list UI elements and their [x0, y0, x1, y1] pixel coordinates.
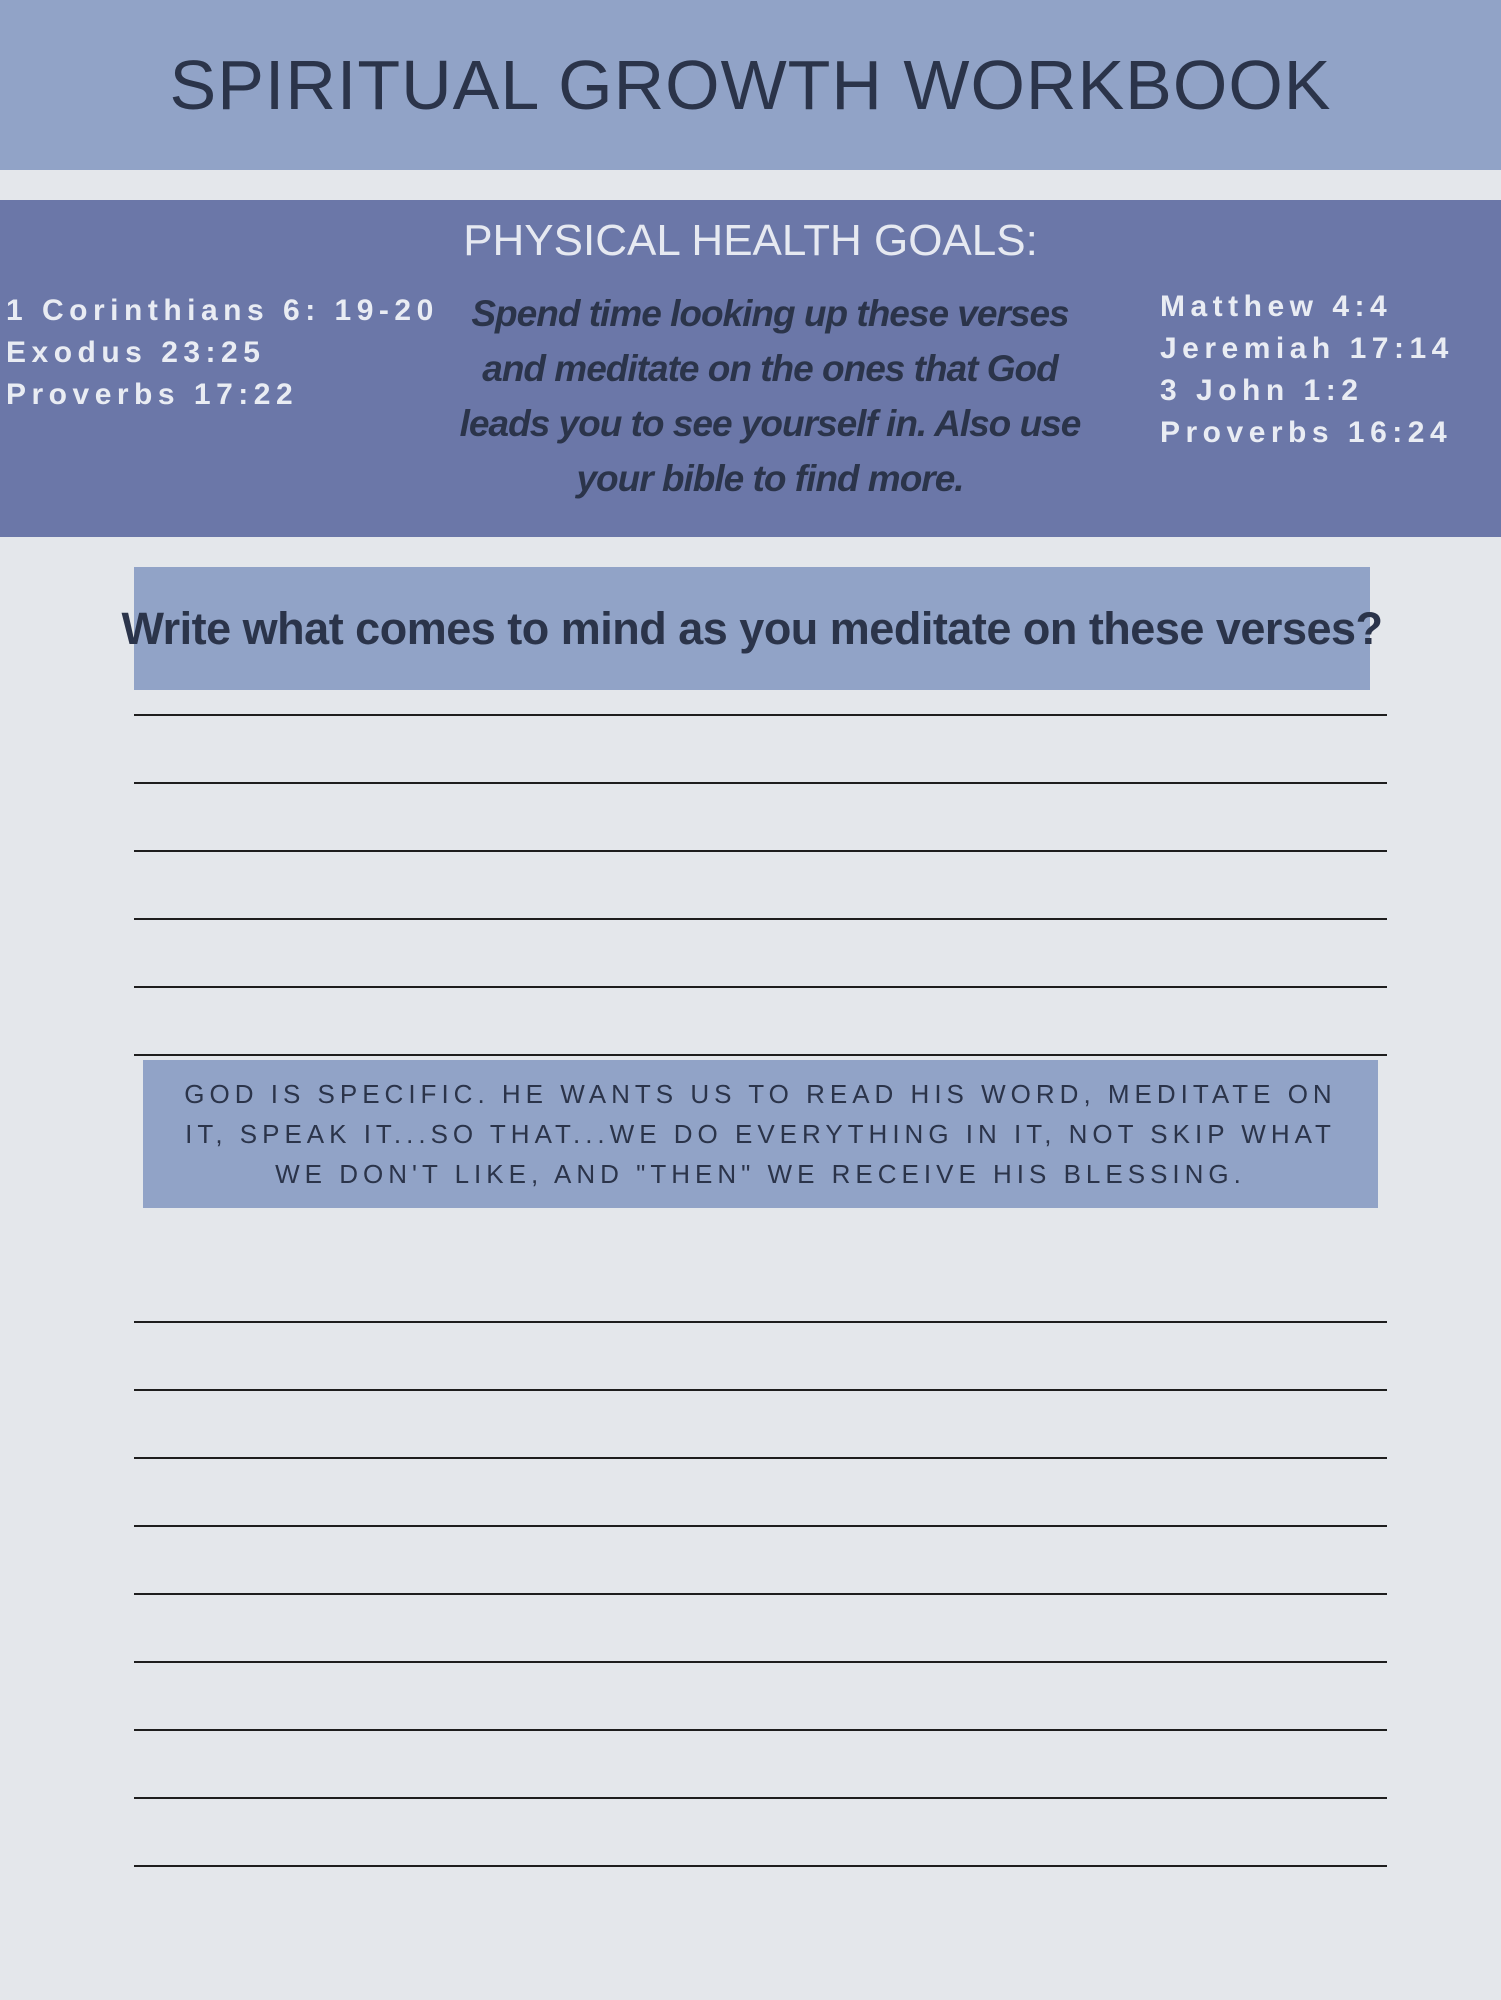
page-title: SPIRITUAL GROWTH WORKBOOK [169, 46, 1332, 124]
goals-panel [0, 200, 1501, 537]
title-banner [0, 0, 1501, 170]
writing-line[interactable] [134, 1661, 1387, 1663]
verse-reference: Exodus 23:25 [6, 336, 266, 369]
writing-line[interactable] [134, 1389, 1387, 1391]
writing-line[interactable] [134, 850, 1387, 852]
writing-line[interactable] [134, 714, 1387, 716]
verse-reference: 1 Corinthians 6: 19-20 [6, 294, 439, 327]
quote-callout [143, 1060, 1378, 1208]
meditation-prompt [121, 567, 1383, 690]
writing-line[interactable] [134, 1525, 1387, 1527]
writing-line[interactable] [134, 1729, 1387, 1731]
verse-reference: 3 John 1:2 [1160, 374, 1364, 407]
verse-reference: Jeremiah 17:14 [1160, 332, 1454, 365]
verse-reference: Proverbs 16:24 [1160, 416, 1453, 449]
writing-line[interactable] [134, 1457, 1387, 1459]
verse-list-left [6, 290, 439, 416]
verse-list-right [1160, 286, 1454, 454]
writing-line[interactable] [134, 1593, 1387, 1595]
prompt-text: Write what comes to mind as you meditate on these verses? [121, 602, 1383, 654]
writing-line[interactable] [134, 1797, 1387, 1799]
writing-line[interactable] [134, 1865, 1387, 1867]
writing-line[interactable] [134, 782, 1387, 784]
verse-reference: Proverbs 17:22 [6, 378, 299, 411]
writing-line[interactable] [134, 918, 1387, 920]
writing-line[interactable] [134, 986, 1387, 988]
writing-line[interactable] [134, 1054, 1387, 1056]
verse-reference: Matthew 4:4 [1160, 290, 1393, 323]
quote-text: GOD IS SPECIFIC. HE WANTS US TO READ HIS WORD, MEDITATE ON IT, SPEAK IT...SO THAT...WE DO EVERYTHING IN IT, NOT SKIP WHAT WE DON'T LIKE, AND "THEN" WE RECEIVE HIS BLESSING. [184, 1079, 1337, 1189]
writing-line[interactable] [134, 1321, 1387, 1323]
goals-heading: PHYSICAL HEALTH GOALS: [463, 216, 1038, 265]
instructions-text: Spend time looking up these verses and meditate on the ones that God leads you to see yourself in. Also use your bible to find more. [459, 293, 1081, 499]
